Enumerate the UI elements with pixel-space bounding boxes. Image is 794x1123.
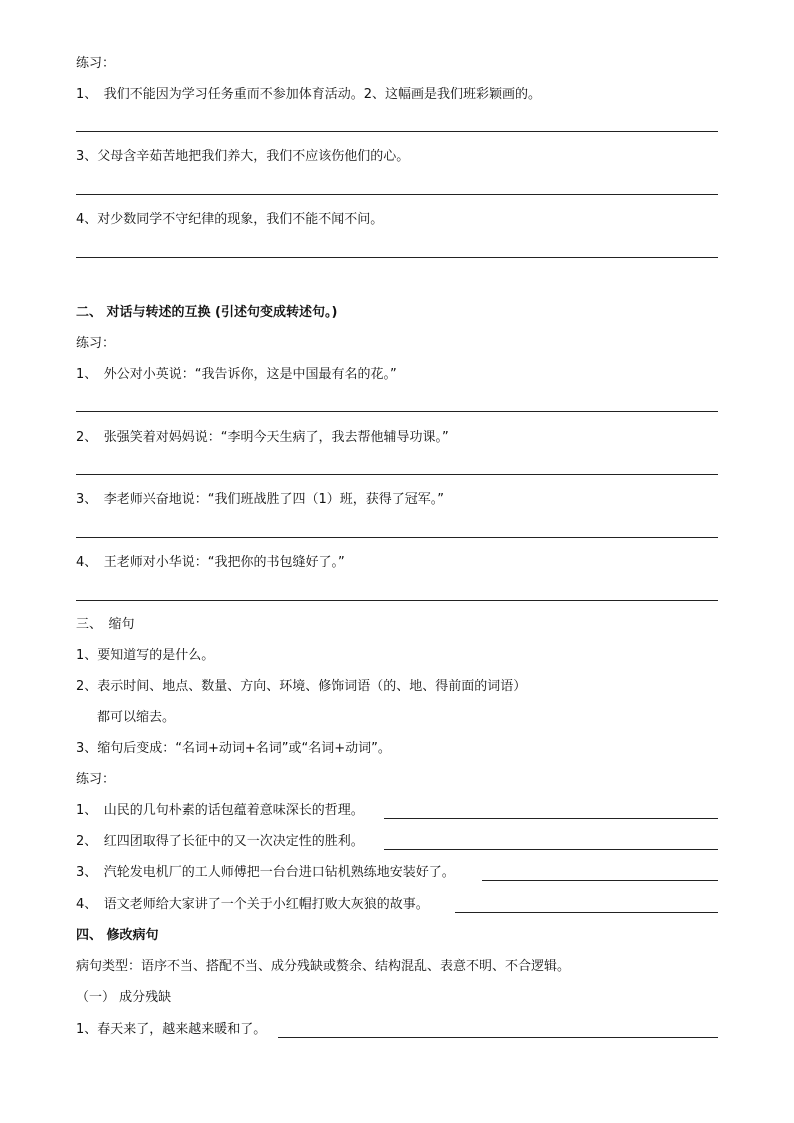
- exercise-item: 1、 外公对小英说：“我告诉你，这是中国最有名的花。”: [76, 367, 397, 382]
- exercise-item: 1、春天来了，越来越来暖和了。: [76, 1022, 267, 1037]
- exercise-item: 2、 红四团取得了长征中的又一次决定性的胜利。: [76, 834, 364, 849]
- answer-line[interactable]: [384, 818, 718, 819]
- rule-item: 1、要知道写的是什么。: [76, 648, 215, 663]
- exercise-item: 4、对少数同学不守纪律的现象，我们不能不闻不问。: [76, 212, 384, 227]
- practice-label: 练习：: [76, 56, 116, 71]
- answer-line[interactable]: [76, 600, 718, 601]
- exercise-item: 2、 张强笑着对妈妈说：“李明今天生病了，我去帮他辅导功课。”: [76, 430, 449, 445]
- sub-heading: （一） 成分残缺: [76, 990, 172, 1005]
- exercise-item: 4、 语文老师给大家讲了一个关于小红帽打败大灰狼的故事。: [76, 897, 429, 912]
- answer-line[interactable]: [76, 131, 718, 132]
- exercise-item: 1、 山民的几句朴素的话包蕴着意味深长的哲理。: [76, 803, 364, 818]
- rule-item: 2、表示时间、地点、数量、方向、环境、修饰词语（的、地、得前面的词语）: [76, 679, 527, 694]
- answer-line[interactable]: [76, 257, 718, 258]
- practice-label: 练习：: [76, 336, 116, 351]
- exercise-item: 4、 王老师对小华说：“我把你的书包缝好了。”: [76, 555, 345, 570]
- answer-line[interactable]: [76, 474, 718, 475]
- answer-line[interactable]: [455, 912, 718, 913]
- answer-line[interactable]: [384, 849, 718, 850]
- error-types: 病句类型：语序不当、搭配不当、成分残缺或赘余、结构混乱、表意不明、不合逻辑。: [76, 959, 571, 974]
- exercise-item: 3、 汽轮发电机厂的工人师傅把一台台进口钻机熟练地安装好了。: [76, 865, 455, 880]
- section-heading: 四、 修改病句: [76, 928, 159, 943]
- exercise-item: 3、父母含辛茹苦地把我们养大，我们不应该伤他们的心。: [76, 149, 410, 164]
- section-heading: 三、 缩句: [76, 617, 135, 632]
- answer-line[interactable]: [76, 537, 718, 538]
- answer-line[interactable]: [76, 411, 718, 412]
- answer-line[interactable]: [76, 194, 718, 195]
- exercise-item: 1、 我们不能因为学习任务重而不参加体育活动。2、这幅画是我们班彩颖画的。: [76, 87, 542, 102]
- answer-line[interactable]: [482, 880, 718, 881]
- rule-item: 3、缩句后变成：“名词+动词+名词”或“名词+动词”。: [76, 741, 391, 756]
- rule-item: 都可以缩去。: [97, 710, 176, 725]
- exercise-item: 3、 李老师兴奋地说：“我们班战胜了四（1）班，获得了冠军。”: [76, 492, 445, 507]
- answer-line[interactable]: [278, 1037, 718, 1038]
- practice-label: 练习：: [76, 772, 116, 787]
- section-heading: 二、 对话与转述的互换 (引述句变成转述句。): [76, 305, 338, 320]
